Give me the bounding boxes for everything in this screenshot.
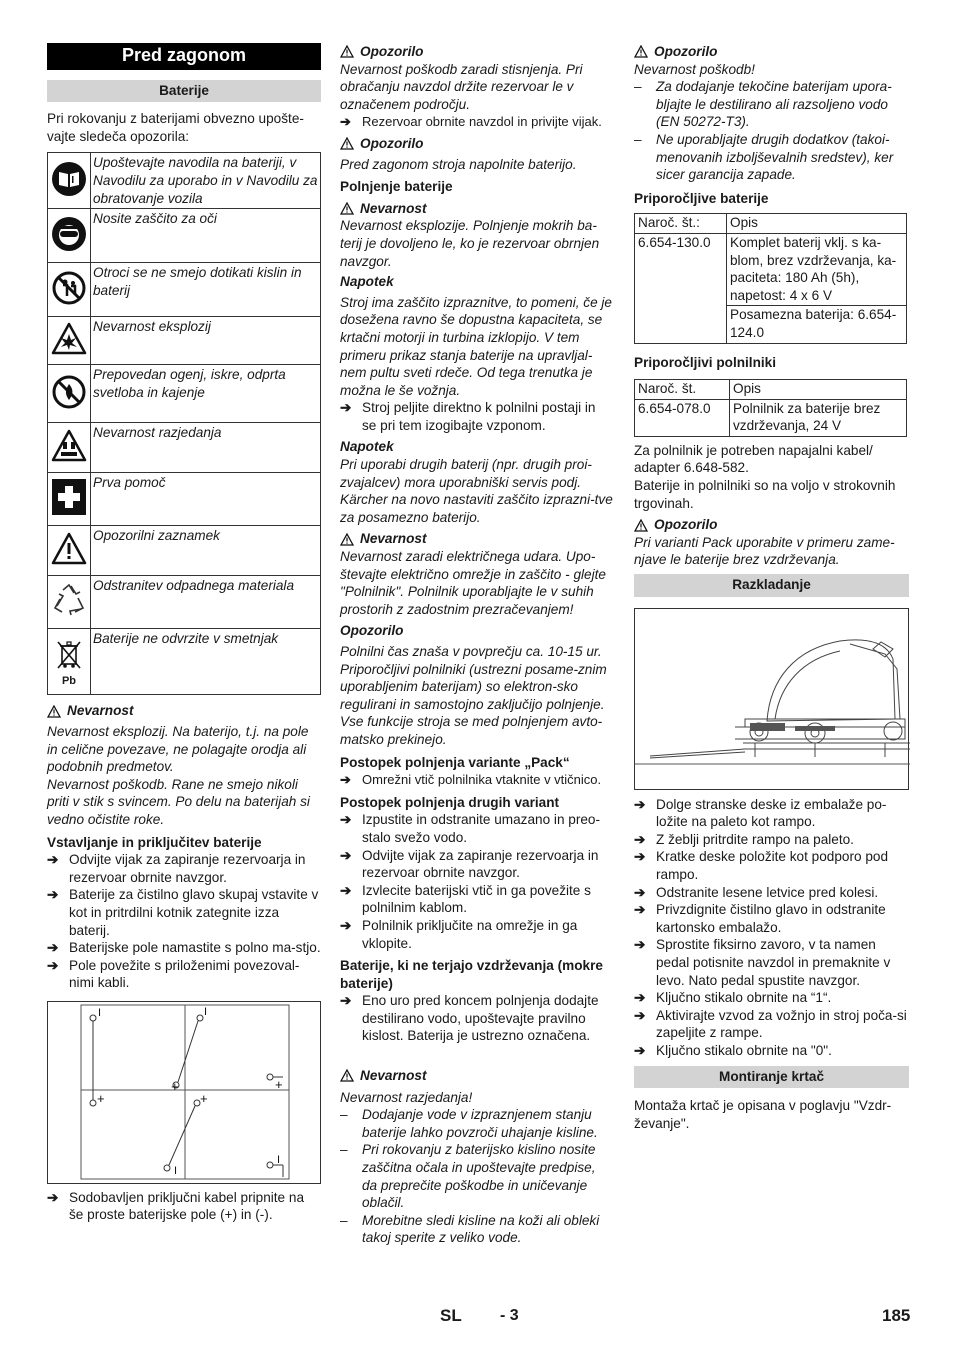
- warning-text: Nevarnost poškodb!: [634, 61, 755, 77]
- warning-triangle-icon: [47, 705, 61, 718]
- instruction-step: ➔ Ključno stikalo obrnite na “1“.: [634, 990, 832, 1006]
- charging-heading: Polnjenje baterije: [340, 179, 453, 195]
- arrow-icon: ➔: [340, 882, 352, 898]
- scrubber-on-pallet-illustration: [635, 609, 910, 789]
- plus-mark: +: [275, 1076, 283, 1092]
- danger-heading: Nevarnost: [340, 1067, 613, 1085]
- symbol-text: Prva pomoč: [91, 473, 321, 526]
- danger-text: Nevarnost eksplozije. Polnjenje mokrih ba-terij je dovoljeno le, ko je rezervoar obrnjen navzgor.: [340, 218, 600, 269]
- instruction-step: ➔ Polnilnik priključite na omrežje in ga vklopite.: [340, 917, 578, 951]
- danger-heading: Nevarnost: [47, 702, 321, 720]
- corrosion-hazard-icon: [48, 423, 91, 473]
- chargers-heading: Priporočljivi polnilniki: [634, 354, 776, 370]
- batteries-heading: Priporočljive baterije: [634, 190, 769, 206]
- symbol-text: Prepovedan ogenj, iskre, odprta svetloba in kajenje: [91, 365, 321, 423]
- warning-heading: Opozorilo: [634, 516, 909, 534]
- instruction-step: ➔ Pole povežite s priloženimi povezoval-nimi kabli.: [47, 957, 300, 991]
- instruction-step: ➔ Ključno stikalo obrnite na "0".: [634, 1042, 832, 1058]
- instruction-step: ➔ Odvijte vijak za zapiranje rezervoarja in rezervoar obrnite navzgor.: [340, 847, 599, 881]
- dash-item: – Pri rokovanju z baterijsko kislino nosite zaščitna očala in upoštevajte predpise, da preprečite poškodbe in uničevanje oblačil.: [340, 1142, 596, 1211]
- note-heading: Napotek: [340, 274, 394, 290]
- danger-text: Nevarnost poškodb. Rane ne smejo nikoli priti v stik s svincem. Po delu na baterijah si vedno očistite roke.: [47, 776, 310, 827]
- arrow-icon: ➔: [634, 1007, 646, 1023]
- warning-triangle-icon: [634, 519, 648, 532]
- arrow-icon: ➔: [47, 957, 59, 973]
- page-number: 185: [882, 1306, 911, 1325]
- section-heading-batteries: Baterije: [47, 80, 321, 103]
- arrow-icon: ➔: [634, 937, 646, 953]
- arrow-icon: ➔: [340, 772, 351, 788]
- arrow-icon: ➔: [340, 114, 351, 130]
- symbol-row: [48, 473, 321, 526]
- warning-text: Nevarnost poškodb zaradi stisnjenja. Pri obračanju navzdol držite rezervoar le v označenem področju.: [340, 61, 583, 112]
- instruction-step: ➔ Stroj peljite direktno k polnilni postaji in se pri tem izogibajte vzponom.: [340, 400, 596, 433]
- table-header-row: Naroč. št. Opis: [635, 380, 907, 400]
- column-middle: [340, 43, 613, 1247]
- no-bin-pb-icon: [48, 629, 91, 695]
- instruction-step: ➔ Izvlecite baterijski vtič in ga povežite s polnilnim kablom.: [340, 882, 591, 916]
- section-page: - 3: [500, 1307, 519, 1324]
- danger-text: Nevarnost zaradi električnega udara. Upo-števajte električno omrežje in zaščito - glejte "Polnilnik". Polnilnik uporabljajte le v suhih prostorih z zadostnim prezračevanjem!: [340, 549, 606, 617]
- arrow-icon: ➔: [340, 847, 352, 863]
- instruction-step: ➔ Privzdignite čistilno glavo in odstranite kartonsko embalažo.: [634, 902, 886, 935]
- warning-triangle-icon: [340, 533, 354, 546]
- arrow-icon: ➔: [634, 831, 646, 847]
- arrow-icon: ➔: [47, 852, 59, 868]
- warning-triangle-icon: [634, 45, 648, 58]
- intro-text: Pri rokovanju z baterijami obvezno upošte-vajte sledeča opozorila:: [47, 111, 304, 144]
- charger-table: [634, 379, 907, 437]
- symbol-row: [48, 263, 321, 317]
- danger-text: Nevarnost eksplozij. Na baterijo, t.j. na pole in celične povezave, ne polagajte orodja ali podobnih predmetov.: [47, 723, 309, 775]
- warning-triangle-icon: [340, 202, 354, 215]
- table-row: Posamezna baterija: 6.654-124.0: [635, 306, 907, 343]
- plus-mark: +: [171, 1078, 179, 1094]
- note-text: Stroj ima zaščito izpraznitve, to pomeni, če je doseženа ravno še dopustna kapaciteta, se krtačni motorji in turbina izklopijo. V tem primeru prikaz stanja baterije na upravljal-nem pultu sveti rdeče. Od tega trenutka je možna le še vožnja.: [340, 294, 612, 398]
- pack-heading: Postopek polnjenja variante „Pack“: [340, 754, 570, 770]
- arrow-icon: ➔: [634, 1042, 646, 1058]
- battery-wiring-figure: [47, 1001, 321, 1184]
- instruction-step: ➔ Rezervoar obrnite navzdol in privijte vijak.: [340, 114, 602, 130]
- minus-mark: I: [174, 1164, 178, 1177]
- pb-label: Pb: [61, 674, 77, 687]
- warning-heading: Opozorilo: [340, 135, 613, 153]
- section-heading-unloading: Razkladanje: [634, 574, 909, 597]
- no-fire-icon: [48, 365, 91, 423]
- arrow-icon: ➔: [634, 796, 646, 812]
- warning-sign-icon: [48, 526, 91, 576]
- plus-mark: +: [97, 1090, 105, 1106]
- danger-heading: Nevarnost: [340, 530, 613, 548]
- arrow-icon: ➔: [634, 849, 646, 865]
- table-header-row: Naroč. št.: Opis: [635, 214, 907, 234]
- explosion-hazard-icon: [48, 317, 91, 365]
- column-left: [47, 43, 321, 1224]
- warning-triangle-icon: [340, 45, 354, 58]
- minus-mark: I: [204, 1005, 208, 1018]
- danger-text: Nevarnost razjedanja!: [340, 1089, 473, 1105]
- caution-text: Vse funkcije stroja se med polnjenjem avto-matsko prekinejo.: [340, 714, 603, 747]
- plus-mark: +: [200, 1090, 208, 1106]
- instruction-step: ➔ Eno uro pred koncem polnjenja dodajte destilirano vodo, upoštevajte pravilno kislost. Baterija je ustrezno označena.: [340, 993, 599, 1044]
- warning-text: Pred zagonom stroja napolnite baterijo.: [340, 156, 577, 172]
- symbol-row: [48, 423, 321, 473]
- instruction-step: ➔ Baterijske pole namastite s polno ma-stjo.: [47, 940, 321, 956]
- warning-triangle-icon: [340, 1069, 354, 1082]
- wiring-diagram: [48, 1002, 322, 1183]
- danger-heading: Nevarnost: [340, 200, 613, 218]
- brush-text: Montaža krtač je opisana v poglavju "Vzdr-ževanje".: [634, 1098, 892, 1131]
- unloading-figure: [634, 608, 909, 790]
- symbol-text: Upoštevajte navodila na bateriji, v Navodilu za uporabo in v Navodilu za obratovanje vozila: [91, 153, 321, 209]
- battery-table: [634, 213, 907, 343]
- symbol-row: [48, 153, 321, 209]
- recycling-icon: [48, 576, 91, 629]
- symbol-row: [48, 629, 321, 695]
- symbol-row: [48, 365, 321, 423]
- page-title: Pred zagonom: [47, 43, 321, 70]
- symbol-text: Nosite zaščito za oči: [91, 209, 321, 263]
- instruction-step: ➔ Z žeblji pritrdite rampo na paleto.: [634, 831, 854, 847]
- note-text: Pri uporabi drugih baterij (npr. drugih proi-zvajalcev) mora uporabniški servis podj. Kärcher na novo nastaviti zaščito izprazni-tve za posamezno baterijo.: [340, 457, 613, 525]
- eye-protection-icon: [48, 209, 91, 263]
- symbol-text: Odstranitev odpadnega materiala: [91, 576, 321, 629]
- caution-text: Polnilni čas znaša v povprečju ca. 10-15 ur. Priporočljivi polnilniki (ustrezni posame-znim uporabljenim baterijam) so elektron-sko regulirani in samostojno zaključijo polnjenje.: [340, 644, 607, 712]
- no-children-icon: [48, 263, 91, 317]
- arrow-icon: ➔: [47, 940, 59, 956]
- arrow-icon: ➔: [634, 884, 646, 900]
- arrow-icon: ➔: [340, 812, 352, 828]
- dash-item: – Morebitne sledi kisline na koži ali obleki takoj sperite z veliko vode.: [340, 1212, 600, 1246]
- note-heading: Napotek: [340, 439, 394, 455]
- arrow-icon: ➔: [340, 917, 352, 933]
- arrow-icon: ➔: [47, 887, 59, 903]
- install-heading: Vstavljanje in priključitev baterije: [47, 834, 262, 850]
- warning-triangle-icon: [340, 137, 354, 150]
- dash-item: – Za dodajanje tekočine baterijam upora-bljajte le destilirano ali razsoljeno vodo (EN 50272-T3).: [634, 79, 892, 130]
- section-heading-brushes: Montiranje krtač: [634, 1066, 909, 1089]
- charger-note: Za polnilnik je potreben napajalni kabel/ adapter 6.648-582.: [634, 442, 873, 476]
- minus-mark: I: [277, 1153, 281, 1166]
- instruction-step: ➔ Sprostite fiksirno zavoro, v ta namen pedal potisnite navzdol in premaknite v levo. Nato pedal spustite navzgor.: [634, 937, 891, 988]
- language-code: SL: [440, 1306, 462, 1325]
- instruction-step: ➔ Aktivirajte vzvod za vožnjo in stroj poča-si zapeljite z rampe.: [634, 1007, 907, 1041]
- column-right: [634, 43, 909, 1132]
- symbol-text: Baterije ne odvrzite v smetnjak: [91, 629, 321, 695]
- symbol-row: [48, 576, 321, 629]
- arrow-icon: ➔: [634, 990, 646, 1006]
- symbol-text: Nevarnost eksplozij: [91, 317, 321, 365]
- unloading-steps: [634, 796, 909, 1060]
- symbol-text: Nevarnost razjedanja: [91, 423, 321, 473]
- arrow-icon: ➔: [340, 993, 352, 1009]
- wet-battery-heading: Baterije, ki ne terjajo vzdrževanja (mokre baterije): [340, 958, 603, 991]
- instruction-step: ➔ Kratke deske položite kot podporo pod rampo.: [634, 849, 889, 882]
- table-row: 6.654-130.0 Komplet baterij vklj. s ka-blom, brez vzdrževanja, ka-paciteta: 180 Ah (5h), napetost: 4 x 6 V: [635, 233, 907, 305]
- table-row: 6.654-078.0 Polnilnik za baterije brez vzdrževanja, 24 V: [635, 399, 907, 436]
- manual-book-icon: [48, 153, 91, 209]
- symbol-row: [48, 317, 321, 365]
- instruction-step: ➔ Sodobavljen priključni kabel pripnite na še proste baterijske pole (+) in (-).: [47, 1189, 305, 1223]
- warning-text: Pri varianti Pack uporabite v primeru zame-njave le baterije brez vzdrževanja.: [634, 534, 895, 568]
- instruction-step: ➔ Baterije za čistilno glavo skupaj vstavite v kot in pritrdilni kotnik zategnite izza baterij.: [47, 887, 319, 938]
- first-aid-icon: [48, 473, 91, 526]
- symbol-text: Opozorilni zaznamek: [91, 526, 321, 576]
- arrow-icon: ➔: [47, 1189, 59, 1205]
- symbol-row: [48, 209, 321, 263]
- other-variants-heading: Postopek polnjenja drugih variant: [340, 794, 560, 810]
- dash-item: – Dodajanje vode v izpraznjenem stanju baterije lahko povzroči uhajanje kisline.: [340, 1107, 598, 1140]
- instruction-step: ➔ Omrežni vtič polnilnika vtaknite v vtičnico.: [340, 772, 602, 788]
- symbol-row: [48, 526, 321, 576]
- instruction-step: ➔ Dolge stranske deske iz embalaže po-ložite na paleto kot rampo.: [634, 796, 887, 830]
- charger-note: Baterije in polnilniki so na voljo v strokovnih trgovinah.: [634, 478, 896, 511]
- minus-mark: I: [98, 1006, 102, 1019]
- arrow-icon: ➔: [340, 400, 352, 416]
- instruction-step: ➔ Odstranite lesene letvice pred kolesi.: [634, 884, 879, 900]
- dash-item: – Ne uporabljajte drugih dodatkov (takoi-menovanih izboljševalnih sredstev), ker sicer garancija zapade.: [634, 131, 894, 183]
- symbol-text: Otroci se ne smejo dotikati kislin in baterij: [91, 263, 321, 317]
- symbol-table: [47, 152, 321, 695]
- caution-heading: Opozorilo: [340, 623, 404, 639]
- instruction-step: ➔ Izpustite in odstranite umazano in preo-stalo svežo vodo.: [340, 812, 601, 845]
- warning-heading: Opozorilo: [340, 43, 613, 61]
- instruction-step: ➔ Odvijte vijak za zapiranje rezervoarja in rezervoar obrnite navzgor.: [47, 852, 306, 885]
- warning-heading: Opozorilo: [634, 43, 909, 61]
- arrow-icon: ➔: [634, 902, 646, 918]
